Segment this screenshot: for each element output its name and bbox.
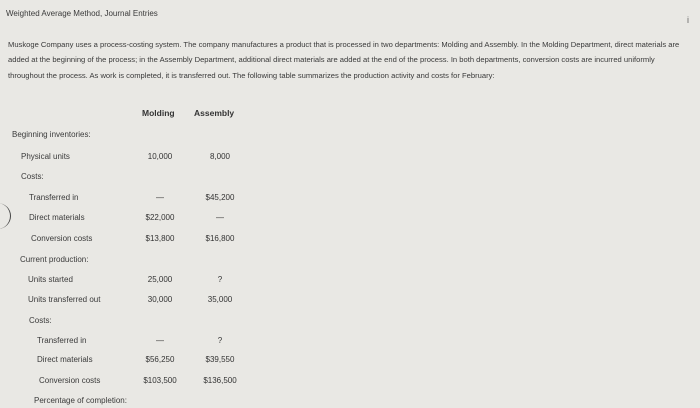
left-bracket-decoration (0, 203, 11, 229)
column-header-assembly: Assembly (194, 108, 235, 118)
row-label: Direct materials (29, 213, 85, 222)
cell-assembly: — (216, 213, 224, 222)
cell-assembly: $45,200 (205, 193, 235, 202)
row-label: Percentage of completion: (34, 396, 127, 405)
cell-assembly: $136,500 (203, 376, 237, 385)
cell-assembly: ? (217, 336, 223, 345)
row-label: Conversion costs (39, 376, 101, 385)
row-label: Units started (28, 275, 73, 284)
row-label: Conversion costs (31, 234, 93, 243)
cell-molding: $103,500 (143, 376, 177, 385)
row-label: Transferred in (29, 193, 79, 202)
cell-assembly: 8,000 (209, 152, 231, 161)
row-label: Beginning inventories: (12, 130, 91, 139)
row-label: Transferred in (37, 336, 87, 345)
row-label: Costs: (29, 316, 52, 325)
cell-assembly: ? (217, 275, 223, 284)
page-title: Weighted Average Method, Journal Entries (6, 9, 158, 18)
row-label: Physical units (21, 152, 70, 161)
row-label: Current production: (20, 255, 89, 264)
problem-description: Muskoge Company uses a process-costing system. The company manufactures a product that is processed in two departments: Molding and Assembly. In the Molding Department, direct materials are added at the beginning of the process; in the Assembly Department, additional direct materials are added at the end of the process. In both departments, conversion costs are incurred uniformly throughout the process. As work is completed, it is transferred out. The following table summarizes the production activity and costs for February: (8, 40, 680, 80)
row-label: Units transferred out (28, 295, 101, 304)
cell-molding: — (156, 336, 164, 345)
cell-molding: $56,250 (145, 355, 175, 364)
cell-assembly: $16,800 (205, 234, 235, 243)
column-header-molding: Molding (142, 108, 175, 118)
cell-molding: $22,000 (145, 213, 175, 222)
cell-molding: — (156, 193, 164, 202)
cell-assembly: $39,550 (205, 355, 235, 364)
info-marker: i (687, 15, 689, 25)
cell-molding: 30,000 (147, 295, 173, 304)
cell-assembly: 35,000 (207, 295, 233, 304)
cell-molding: 10,000 (147, 152, 173, 161)
row-label: Costs: (21, 172, 44, 181)
cell-molding: 25,000 (147, 275, 173, 284)
cell-molding: $13,800 (145, 234, 175, 243)
row-label: Direct materials (37, 355, 93, 364)
